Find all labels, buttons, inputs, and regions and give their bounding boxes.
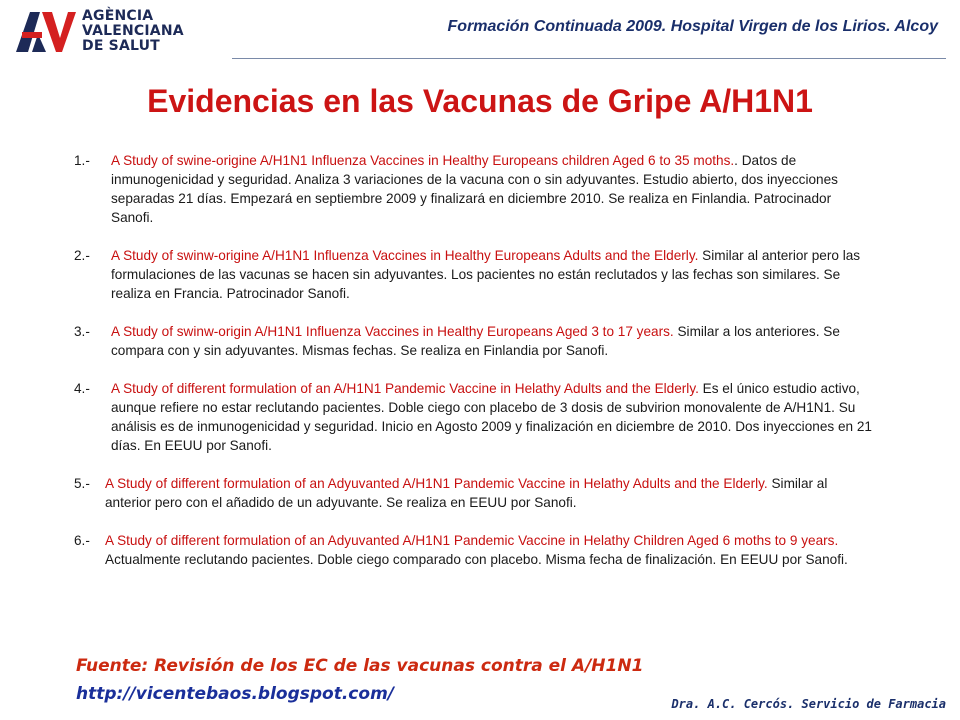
study-number: 4.- — [74, 381, 90, 396]
study-description: Similar a los anteriores. Se compara con y sin adyuvantes. Mismas fechas. Se realiza en Finlandia por Sanofi. — [111, 324, 840, 358]
study-item-6 — [74, 531, 874, 569]
study-description: . Datos de inmunogenicidad y seguridad. Analiza 3 variaciones de la vacuna con o sin adyuvantes. Estudio abierto, dos inyecciones separadas 21 días. Empezará en septiembre 2009 y finalizará en diciembre 2010. Se realiza en Finlandia. Patrocinador Sanofi. — [111, 153, 838, 225]
page-title: Evidencias en las Vacunas de Gripe A/H1N1 — [147, 83, 813, 119]
study-item-3 — [74, 322, 874, 360]
studies-list — [74, 151, 874, 588]
study-item-5 — [74, 474, 874, 512]
study-number: 3.- — [74, 324, 90, 339]
logo-line-1: AGÈNCIA — [82, 7, 154, 24]
logo-text — [82, 9, 184, 54]
source-link[interactable]: http://vicentebaos.blogspot.com/ — [76, 684, 394, 704]
study-number: 5.- — [74, 476, 90, 491]
study-title: A Study of swinw-origin A/H1N1 Influenza Vaccines in Healthy Europeans Aged 3 to 17 years. — [111, 324, 674, 339]
logo-line-2: VALENCIANA — [82, 22, 184, 39]
study-title: A Study of different formulation of an A/H1N1 Pandemic Vaccine in Helathy Adults and the Elderly. — [111, 381, 699, 396]
study-number: 2.- — [74, 248, 90, 263]
source-reference — [76, 652, 716, 708]
av-logo-icon — [14, 8, 76, 54]
source-label: Fuente: Revisión de los EC de las vacunas contra el A/H1N1 — [76, 656, 644, 676]
logo-line-3: DE SALUT — [82, 37, 160, 54]
study-title: A Study of different formulation of an Adyuvanted A/H1N1 Pandemic Vaccine in Helathy Adults and the Elderly. — [105, 476, 768, 491]
header-title: Formación Continuada 2009. Hospital Virgen de los Lirios. Alcoy — [447, 18, 938, 35]
study-number: 1.- — [74, 153, 90, 168]
study-title: A Study of different formulation of an Adyuvanted A/H1N1 Pandemic Vaccine in Helathy Children Aged 6 moths to 9 years. — [105, 533, 839, 548]
header-divider — [232, 58, 946, 59]
study-description: Actualmente reclutando pacientes. Doble ciego comparado con placebo. Misma fecha de finalización. En EEUU por Sanofi. — [105, 552, 848, 567]
study-title: A Study of swinw-origine A/H1N1 Influenza Vaccines in Healthy Europeans Adults and the Elderly. — [111, 248, 699, 263]
study-item-2 — [74, 246, 874, 303]
study-item-1 — [74, 151, 874, 227]
study-description: Es el único estudio activo, aunque refiere no estar reclutando pacientes. Doble ciego con placebo de 3 dosis de subvirion monovalente de A/H1N1. Su análisis es de inmunogenicidad y seguridad. Inicio en Agosto 2009 y finalización en diciembre de 2010. Dos inyecciones en 21 días. En EEUU por Sanofi. — [111, 381, 872, 453]
study-description: Similar al anterior pero las formulaciones de las vacunas se hacen sin adyuvantes. Los pacientes no están reclutados y las fechas son similares. Se realiza en Francia. Patrocinador Sanofi. — [111, 248, 861, 301]
study-item-4 — [74, 379, 874, 455]
study-title: A Study of swine-origine A/H1N1 Influenza Vaccines in Healthy Europeans children Aged 6 to 35 moths. — [111, 153, 735, 168]
author-credit: Dra. A.C. Cercós. Servicio de Farmacia — [671, 697, 946, 711]
study-description: Similar al anterior pero con el añadido de un adyuvante. Se realiza en EEUU por Sanofi. — [105, 476, 828, 510]
agencia-valenciana-logo — [14, 8, 184, 54]
study-number: 6.- — [74, 533, 90, 548]
